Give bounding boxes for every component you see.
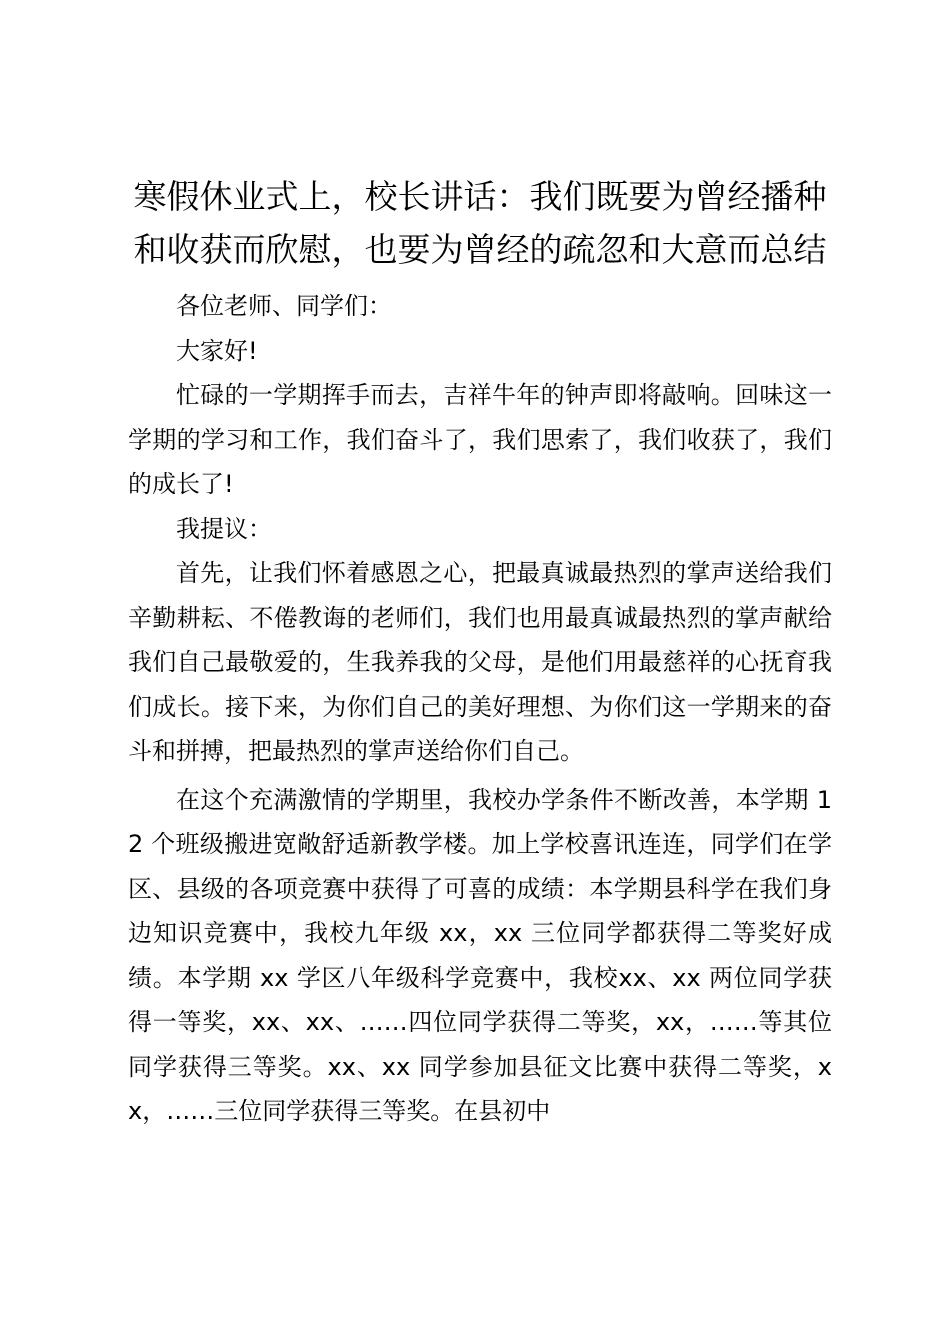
paragraph-gratitude: 首先，让我们怀着感恩之心，把最真诚最热烈的掌声送给我们辛勤耕耘、不倦教诲的老师们，我们也用最真诚最热烈的掌声献给我们自己最敬爱的，生我养我的父母，是他们用最慈祥的心抚育我们成长。接下来，为你们自己的美好理想、为你们这一学期来的奋斗和拼搏，把最热烈的掌声送给你们自己。 <box>128 559 832 765</box>
document-title: 寒假休业式上，校长讲话：我们既要为曾经播种和收获而欣慰，也要为曾经的疏忽和大意而总结 <box>133 177 827 269</box>
document-body <box>128 170 832 1134</box>
paragraph-greeting: 大家好! <box>176 336 258 365</box>
paragraph-proposal: 我提议： <box>176 514 272 543</box>
paragraph-achievements: 在这个充满激情的学期里，我校办学条件不断改善，本学期 12 个班级搬进宽敞舒适新教学楼。加上学校喜讯连连，同学们在学区、县级的各项竞赛中获得了可喜的成绩：本学期县科学在我们身边知识竞赛中，我校九年级 xx，xx 三位同学都获得二等奖好成绩。本学期 xx 学区八年级科学竞赛中，我校xx、xx 两位同学获得一等奖，xx、xx、……四位同学获得二等奖，xx，……等其位同学获得三等奖。xx、xx 同学参加县征文比赛中获得二等奖，xx，……三位同学获得三等奖。在县初中 <box>128 785 832 1125</box>
paragraph-salutation: 各位老师、同学们： <box>176 292 392 320</box>
paragraph-semester-review: 忙碌的一学期挥手而去，吉祥牛年的钟声即将敲响。回味这一学期的学习和工作，我们奋斗了，我们思索了，我们收获了，我们的成长了! <box>128 381 832 498</box>
